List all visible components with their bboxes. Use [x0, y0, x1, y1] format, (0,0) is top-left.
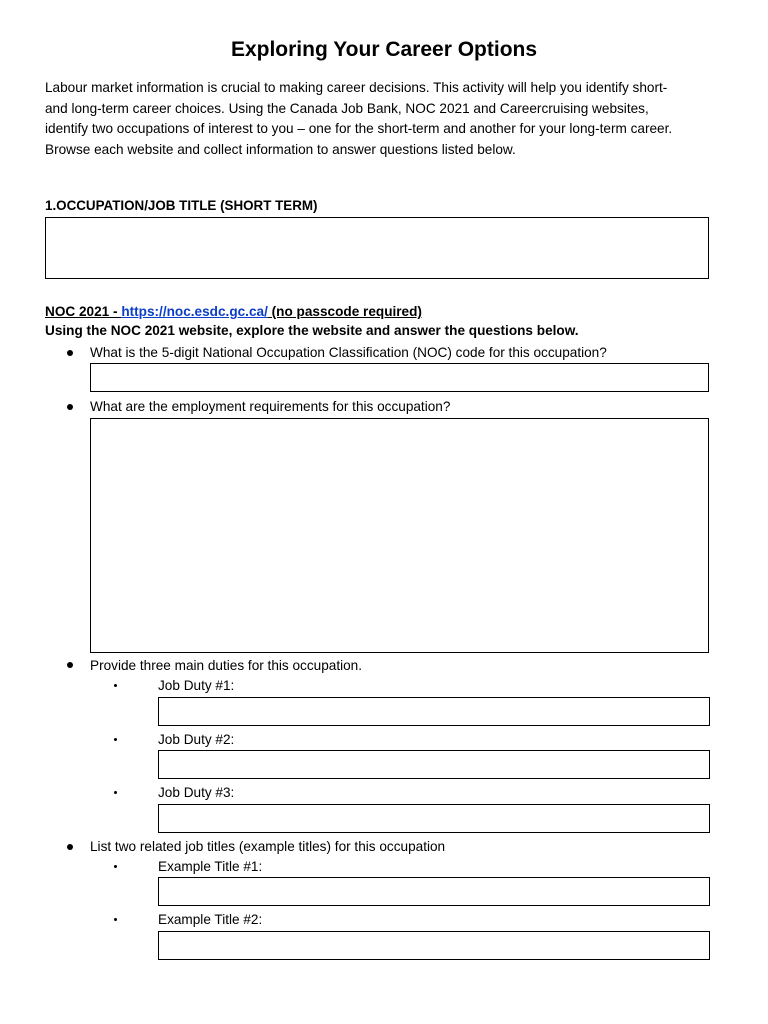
sub-bullet-icon	[114, 684, 117, 687]
noc-suffix: (no passcode required)	[267, 304, 422, 319]
sub-bullet-icon	[114, 738, 117, 741]
sub-bullet-icon	[114, 865, 117, 868]
occupation-short-term-heading: 1.OCCUPATION/JOB TITLE (SHORT TERM)	[45, 198, 318, 213]
intro-paragraph	[45, 78, 672, 160]
requirements-field[interactable]	[90, 418, 709, 653]
job-duty-3-label: Job Duty #3:	[158, 785, 235, 800]
job-duty-1-label: Job Duty #1:	[158, 678, 235, 693]
question-requirements: What are the employment requirements for this occupation?	[90, 399, 451, 414]
intro-line: and long-term career choices. Using the Canada Job Bank, NOC 2021 and Careercruising websites,	[45, 100, 649, 116]
sub-bullet-icon	[114, 791, 117, 794]
job-duty-2-label: Job Duty #2:	[158, 732, 235, 747]
question-duties: Provide three main duties for this occupation.	[90, 658, 363, 673]
example-title-2-field[interactable]	[158, 931, 710, 960]
intro-line: Labour market information is crucial to making career decisions. This activity will help you identify short-	[45, 80, 668, 95]
sub-bullet-icon	[114, 918, 117, 921]
occupation-title-field[interactable]	[45, 217, 709, 279]
bullet-icon	[67, 844, 73, 850]
noc-code-field[interactable]	[90, 363, 709, 392]
bullet-icon	[67, 662, 73, 668]
intro-line: identify two occupations of interest to you – one for the short-term and another for your long-term career.	[45, 121, 673, 136]
bullet-icon	[67, 350, 73, 356]
job-duty-2-field[interactable]	[158, 750, 710, 779]
noc-link[interactable]: https://noc.esdc.gc.ca/	[121, 304, 268, 319]
example-title-2-label: Example Title #2:	[158, 912, 263, 927]
question-related-titles: List two related job titles (example titles) for this occupation	[90, 839, 446, 854]
noc-prefix: NOC 2021 -	[45, 304, 122, 319]
page-title: Exploring Your Career Options	[230, 38, 538, 61]
intro-line: Browse each website and collect information to answer questions listed below.	[45, 141, 516, 157]
noc-instruction: Using the NOC 2021 website, explore the website and answer the questions below.	[45, 323, 579, 338]
example-title-1-label: Example Title #1:	[158, 859, 263, 874]
question-noc-code: What is the 5-digit National Occupation Classification (NOC) code for this occupation?	[90, 345, 607, 360]
example-title-1-field[interactable]	[158, 877, 710, 906]
job-duty-3-field[interactable]	[158, 804, 710, 833]
job-duty-1-field[interactable]	[158, 697, 710, 726]
bullet-icon	[67, 404, 73, 410]
noc-heading	[45, 303, 422, 321]
